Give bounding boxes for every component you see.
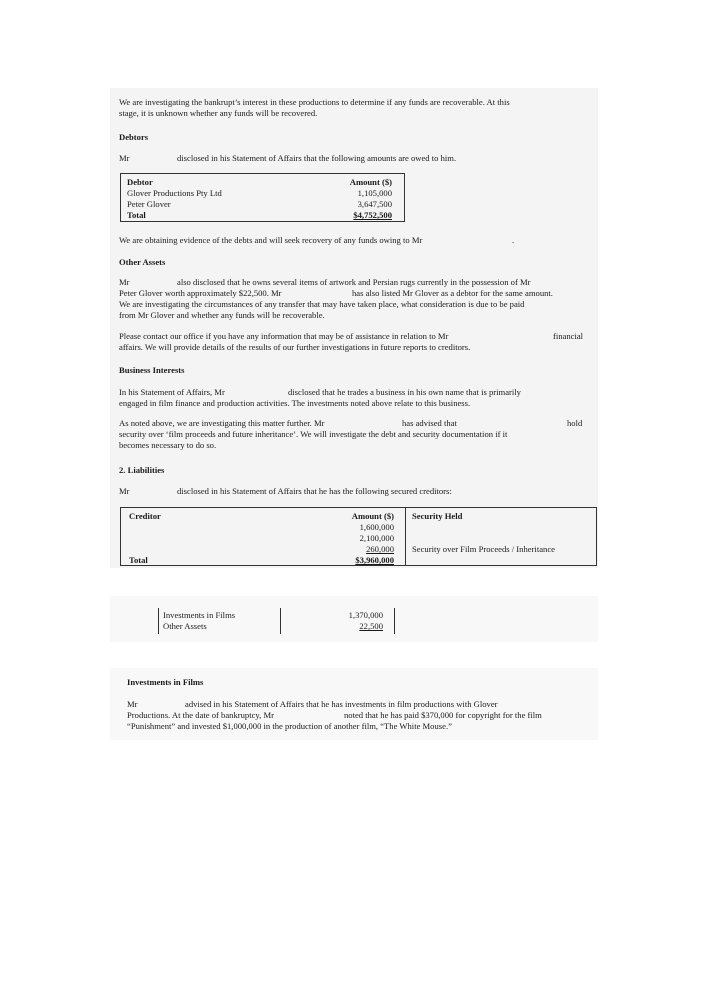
contact-line-1a: Please contact our office if you have any information that may be of assistance in relation to Mr: [119, 331, 449, 341]
other-assets-line-2a: Peter Glover worth approximately $22,500. Mr: [119, 288, 282, 298]
other-assets-mr: Mr: [119, 277, 130, 287]
debtor-row-amount: 1,105,000: [357, 188, 392, 198]
creditors-total-label: Total: [129, 555, 148, 565]
business-line-1a: In his Statement of Affairs, Mr: [119, 387, 225, 397]
investments-line-1: advised in his Statement of Affairs that he has investments in film productions with Glover: [185, 699, 498, 709]
fragment-row-label: Other Assets: [163, 621, 207, 631]
business-heading: Business Interests: [119, 365, 185, 375]
creditor-amount: 260,000: [366, 544, 394, 554]
fragment-right-border: [394, 608, 395, 634]
debtor-row-name: Peter Glover: [127, 199, 171, 209]
debtors-statement: disclosed in his Statement of Affairs that the following amounts are owed to him.: [177, 153, 457, 163]
other-assets-line-3: We are investigating the circumstances of any transfer that may have taken place, what consideration is due to be paid: [119, 299, 525, 309]
business-p2-line-3: becomes necessary to do so.: [119, 440, 217, 450]
business-p2-line-2: security over ‘film proceeds and future inheritance’. We will investigate the debt and security documentation if it: [119, 429, 508, 439]
creditors-col-security: Security Held: [412, 511, 463, 521]
debtor-row-amount: 3,647,500: [357, 199, 392, 209]
debtors-total-amount: $4,752,500: [353, 210, 392, 220]
fragment-row-amount: 1,370,000: [348, 610, 383, 620]
investments-line-2b: noted that he has paid $370,000 for copyright for the film: [344, 710, 542, 720]
other-assets-line-1: also disclosed that he owns several items of artwork and Persian rugs currently in the possession of Mr: [177, 277, 531, 287]
debtors-followup: We are obtaining evidence of the debts and will seek recovery of any funds owing to Mr: [119, 235, 423, 245]
other-assets-line-2b: has also listed Mr Glover as a debtor for the same amount.: [352, 288, 553, 298]
business-p2-b: has advised that: [402, 418, 457, 428]
debtors-table: [120, 173, 405, 222]
creditors-total-amount: $3,960,000: [355, 555, 394, 565]
creditor-security: Security over Film Proceeds / Inheritance: [412, 544, 555, 554]
fragment-left-border: [158, 608, 159, 634]
debtors-col-amount: Amount ($): [349, 177, 392, 187]
contact-line-1b: financial: [553, 331, 584, 341]
business-p2-c: hold: [567, 418, 583, 428]
investments-line-2a: Productions. At the date of bankruptcy, Mr: [127, 710, 274, 720]
creditor-amount: 1,600,000: [359, 522, 394, 532]
debtors-followup-end: .: [512, 235, 515, 245]
debtor-row-name: Glover Productions Pty Ltd: [127, 188, 222, 198]
investments-mr: Mr: [127, 699, 138, 709]
intro-paragraph: [119, 97, 510, 119]
investments-line-3: “Punishment” and invested $1,000,000 in the production of another film, “The White Mouse.”: [127, 721, 452, 731]
other-assets-heading: Other Assets: [119, 257, 166, 267]
fragment-mid-border: [280, 608, 281, 634]
debtors-total-label: Total: [127, 210, 146, 220]
business-line-2: engaged in film finance and production activities. The investments noted above relate to this business.: [119, 398, 471, 408]
liabilities-statement-mr: Mr: [119, 486, 130, 496]
contact-line-2: affairs. We will provide details of the results of our further investigations in future reports to creditors.: [119, 342, 471, 352]
other-assets-line-4: from Mr Glover and whether any funds will be recoverable.: [119, 310, 325, 320]
creditors-col-amount: Amount ($): [351, 511, 394, 521]
creditor-amount: 2,100,000: [359, 533, 394, 543]
liabilities-heading: 2. Liabilities: [119, 465, 165, 475]
fragment-row-amount: 22,500: [359, 621, 383, 631]
liabilities-statement: disclosed in his Statement of Affairs that he has the following secured creditors:: [177, 486, 452, 496]
business-line-1b: disclosed that he trades a business in his own name that is primarily: [288, 387, 521, 397]
intro-line-1: We are investigating the bankrupt’s interest in these productions to determine if any funds are recoverable. At this: [119, 97, 510, 107]
fragment-row-label: Investments in Films: [163, 610, 236, 620]
intro-line-2: stage, it is unknown whether any funds will be recovered.: [119, 108, 318, 118]
business-p2-a: As noted above, we are investigating this matter further. Mr: [119, 418, 325, 428]
creditors-col-creditor: Creditor: [129, 511, 161, 521]
creditors-table-divider: [405, 508, 406, 565]
debtors-heading: Debtors: [119, 132, 149, 142]
debtors-statement-mr: Mr: [119, 153, 130, 163]
debtors-col-debtor: Debtor: [127, 177, 153, 187]
investments-heading: Investments in Films: [127, 677, 204, 687]
creditors-table: [120, 507, 597, 566]
